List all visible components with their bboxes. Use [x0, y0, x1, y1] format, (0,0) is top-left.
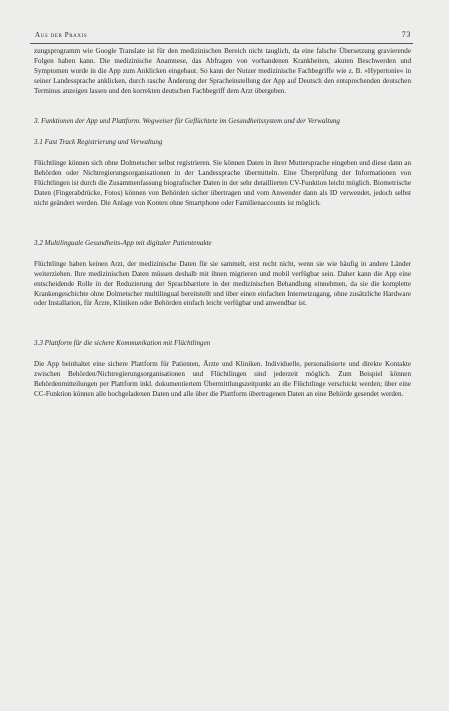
paragraph-registration: Flüchtlinge können sich ohne Dolmetscher selbst registrieren. Sie können Daten in ihrer Muttersprache eingeben und diese dann an Behörden oder Nichtregierungsorganisationen in der Landessprache übermitteln. Eine Überprüfung der Informationen von Flüchtlingen ist durch die Zusammenfassung biografischer Daten in der sehr detaillierten CV-Funktion leicht möglich. Biometrische Daten (Fingerabdrücke, Fotos) können von Behörden sicher übertragen und vom Anwender dann als ID verwendet, jedoch selbst nicht geändert werden. Die Anlage von Konten ohne Smartphone oder Familienaccounts ist möglich.: [34, 159, 411, 207]
paragraph-platform: Die App beinhaltet eine sichere Plattform für Patienten, Ärzte und Kliniken. Individuelle, personalisierte und direkte Kontakte zwischen Behörden/Nichtregierungsorganisationen und Flüchtlingen sind jederzeit möglich. Zum Beispiel können Behördenmitteilungen per Plattform inkl. dokumentiertem Übermittlungszeitpunkt an die Flüchtlinge verschickt werden; über eine CC-Funktion können alle hochgeladenen Daten und alle über die Plattform übertragenen Daten an eine Behörde gesendet werden.: [34, 360, 411, 398]
running-header: [30, 31, 413, 44]
subsection-heading-health-app: 3.2 Multilinguale Gesundheits-App mit digitaler Patientenakte: [34, 238, 212, 247]
intro-paragraph: zungsprogramm wie Google Translate ist für den medizinischen Bereich nicht tauglich, da eine falsche Übersetzung gravierende Folgen haben kann. Die medizinische Anamnese, das Abfragen von vorhandenen Krankheiten, akuten Beschwerden und Symptomen wurde in die App zum Anklicken eingebaut. So kann der Nutzer medizinische Fachbegriffe wie z. B. »Hypertonie« in seiner Landessprache anklicken, durch rasche Änderung der Spracheinstellung der App auf Deutsch den entsprechenden deutschen Terminus anzeigen lassen und den korrekten deutschen Fachbegriff dem Arzt übergeben.: [34, 47, 411, 95]
page-body: [34, 47, 411, 400]
section-heading: 3. Funktionen der App und Plattform. Wegweiser für Geflüchtete im Gesundheitssystem und der Verwaltung: [34, 116, 340, 125]
paragraph-health-app: Flüchtlinge haben keinen Arzt, der medizinische Daten für sie sammelt, erst recht nicht, wenn sie wie häufig in andere Länder weiterziehen. Ihre medizinischen Daten müssen deshalb mit ihnen migrieren und mobil verfügbar sein. Daher kann die App eine entscheidende Rolle in der Reduzierung der Sprachbarriere in der medizinischen Behandlung einnehmen, da sie die komplette Krankengeschichte ohne Dolmetscher multilingual bereitstellt und über einen einfachen Internetzugang, ohne zusätzliche Hardware oder Installation, für Ärzte, Kliniken oder Behörden einfach leicht verfügbar und anwendbar ist.: [34, 259, 411, 308]
subsection-heading-platform: 3.3 Plattform für die sichere Kommunikation mit Flüchtlingen: [34, 339, 211, 348]
subsection-heading-registration: 3.1 Fast Track Registrierung und Verwaltung: [34, 138, 163, 147]
page-number: 73: [401, 30, 411, 39]
header-section-title: Aus der Praxis: [35, 31, 88, 39]
